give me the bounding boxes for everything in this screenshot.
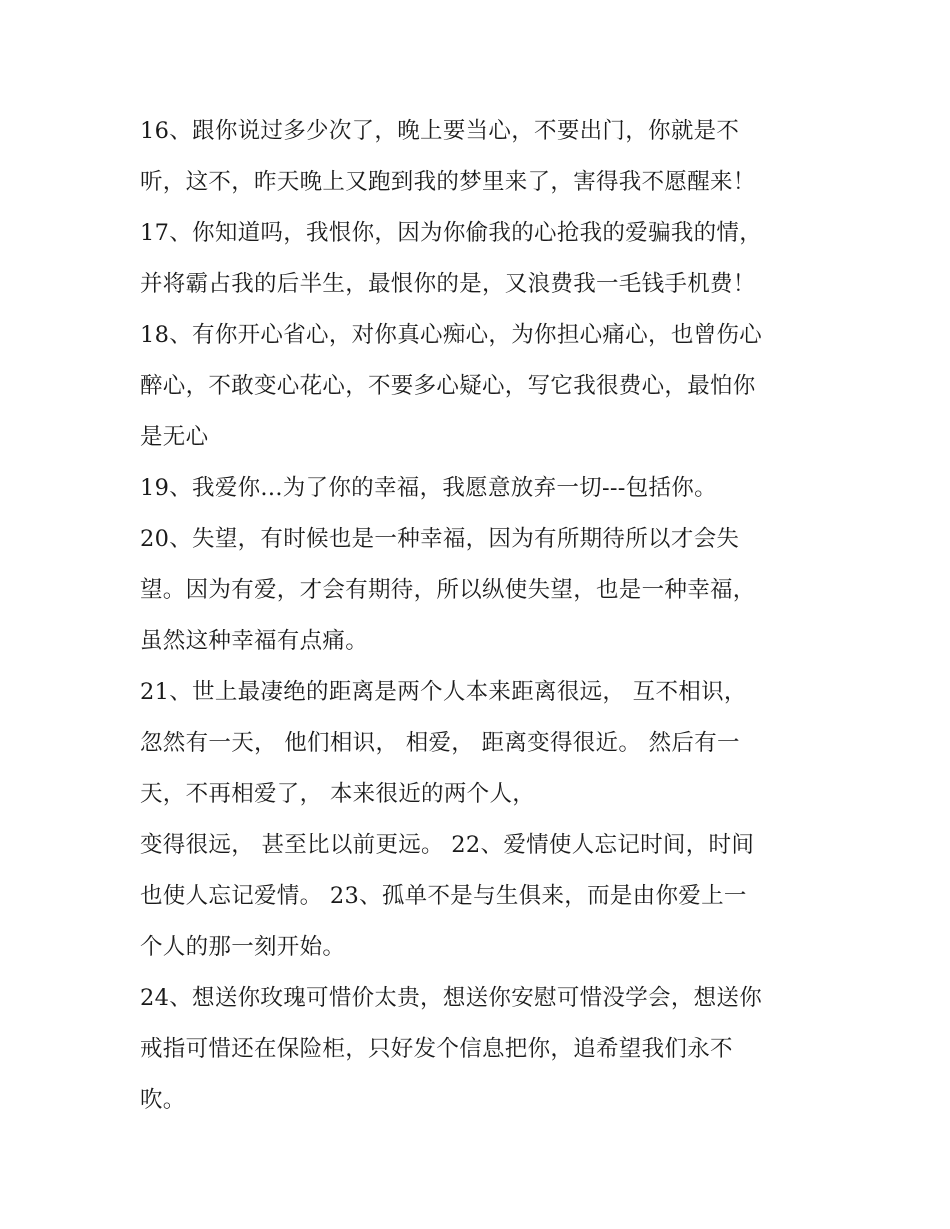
text-line: 18、有你开心省心，对你真心痴心，为你担心痛心，也曾伤心 — [140, 322, 763, 348]
text-line: 也使人忘记爱情。 23、孤单不是与生俱来，而是由你爱上一 — [140, 883, 747, 909]
text-line: 虽然这种幸福有点痛。 — [140, 628, 369, 654]
text-line: 20、失望，有时候也是一种幸福，因为有所期待所以才会失 — [140, 526, 740, 552]
text-line: 并将霸占我的后半生，最恨你的是，又浪费我一毛钱手机费！ — [140, 271, 756, 297]
text-line: 个人的那一刻开始。 — [140, 934, 346, 960]
text-line: 醉心，不敢变心花心，不要多心疑心，写它我很费心，最怕你 — [140, 373, 756, 399]
text-line: 忽然有一天， 他们相识， 相爱， 距离变得很近。 然后有一 — [140, 730, 740, 756]
text-line: 戒指可惜还在保险柜，只好发个信息把你，追希望我们永不 — [140, 1036, 733, 1062]
document-body — [140, 106, 830, 1126]
text-line: 吹。 — [140, 1087, 186, 1113]
text-line: 19、我爱你...为了你的幸福，我愿意放弃一切---包括你。 — [140, 475, 717, 501]
text-line: 16、跟你说过多少次了，晚上要当心，不要出门，你就是不 — [140, 118, 740, 144]
text-line: 24、想送你玫瑰可惜价太贵，想送你安慰可惜没学会，想送你 — [140, 985, 763, 1011]
text-line: 是无心 — [140, 424, 209, 450]
text-line: 变得很远， 甚至比以前更远。 22、爱情使人忘记时间，时间 — [140, 832, 755, 858]
text-line: 听，这不，昨天晚上又跑到我的梦里来了，害得我不愿醒来！ — [140, 169, 756, 195]
text-line: 天，不再相爱了， 本来很近的两个人， — [140, 781, 536, 807]
text-line: 望。因为有爱，才会有期待，所以纵使失望，也是一种幸福， — [140, 577, 756, 603]
text-line: 17、你知道吗，我恨你，因为你偷我的心抢我的爱骗我的情， — [140, 220, 763, 246]
text-line: 21、世上最凄绝的距离是两个人本来距离很远， 互不相识， — [140, 679, 747, 705]
